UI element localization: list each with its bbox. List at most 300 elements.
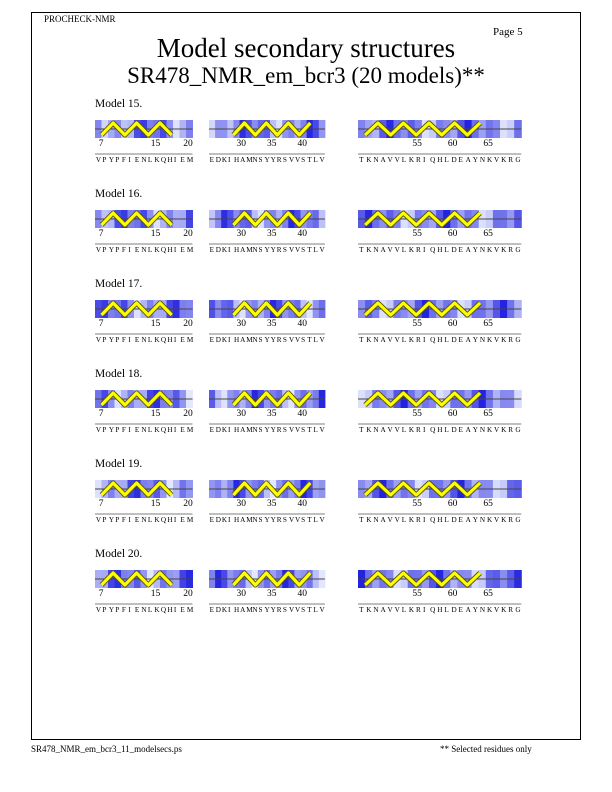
residue-letter: V [288,426,295,434]
residue-letter: A [240,516,246,524]
residue-letter: Y [108,516,115,524]
residue-letter: Y [270,516,276,524]
residue-letter: E [134,336,140,344]
residue-letter: Y [472,606,478,614]
residue-letter: L [313,336,318,344]
residue-letter: D [451,606,457,614]
residue-letter: R [276,246,282,254]
residue-letter: E [180,516,185,524]
residue-letter: Q [160,156,167,164]
residue-letter: G [515,606,521,614]
residue-letter: N [479,246,486,254]
residue-letter: H [234,156,240,164]
residue-letter: Q [160,426,167,434]
residue-letter: N [479,606,486,614]
residue-letter: A [465,606,471,614]
residue-letter: H [437,156,443,164]
residue-number-tick: 55 [412,499,422,509]
residue-letter: Q [430,516,436,524]
residue-letter: H [437,606,443,614]
residue-letter: S [282,156,287,164]
residue-letter: H [437,246,443,254]
residue-letter: N [373,516,379,524]
residue-letter: H [234,246,240,254]
residue-letter: V [319,336,325,344]
residue-letter: V [295,156,301,164]
page-subtitle: SR478_NMR_em_bcr3 (20 models)** [127,63,485,88]
residue-letter: Y [264,156,270,164]
model-label: Model 16. [95,188,143,200]
residue-number-tick: 7 [98,499,104,509]
residue-letter: K [486,336,493,344]
program-name: PROCHECK-NMR [44,14,116,24]
residue-letter: Y [264,336,270,344]
residue-letter: T [307,606,312,614]
residue-letter: I [128,516,131,524]
residue-letter: K [154,156,160,164]
residue-number-tick: 35 [267,229,277,239]
residue-letter: P [115,246,120,254]
residue-number-tick: 40 [297,319,308,329]
residue-letter: K [366,516,372,524]
residue-letter: I [423,516,426,524]
residue-letter: M [186,516,194,524]
residue-letter: E [180,336,185,344]
residue-number-tick: 15 [150,139,161,149]
residue-letter: N [373,606,379,614]
residue-letter: M [246,336,253,344]
residue-letter: I [173,336,177,344]
residue-letter: K [501,336,507,344]
residue-letter: K [486,156,493,164]
residue-letter: P [102,246,107,254]
residue-letter: K [486,606,493,614]
residue-letter: Q [160,516,167,524]
residue-letter: V [288,516,295,524]
residue-number-tick: 7 [98,589,104,599]
residue-number-tick: 60 [447,499,458,509]
residue-letter: S [301,516,306,524]
residue-letter: R [508,336,514,344]
residue-letter: V [494,516,500,524]
residue-letter: I [173,516,177,524]
residue-letter: Y [472,156,478,164]
residue-letter: P [102,156,107,164]
residue-letter: L [401,336,407,344]
residue-letter: K [221,246,228,254]
model-label: Model 20. [95,548,143,560]
residue-letter: D [451,246,457,254]
residue-number-tick: 60 [447,319,458,329]
residue-letter: V [295,516,301,524]
residue-letter: K [221,516,228,524]
residue-letter: V [494,336,500,344]
residue-letter: I [128,246,131,254]
residue-letter: I [173,156,177,164]
residue-letter: H [167,516,173,524]
residue-letter: M [186,246,194,254]
residue-letter: V [95,426,102,434]
residue-letter: F [121,426,126,434]
residue-letter: G [515,426,521,434]
residue-letter: E [134,156,140,164]
residue-letter: N [141,426,147,434]
residue-letter: V [95,156,102,164]
residue-letter: T [359,426,364,434]
residue-letter: K [408,156,415,164]
residue-letter: Y [264,246,270,254]
residue-letter: F [121,156,126,164]
residue-letter: V [387,426,393,434]
residue-letter: L [147,516,153,524]
residue-letter: E [180,246,185,254]
residue-letter: R [276,606,282,614]
residue-letter: S [282,246,287,254]
residue-letter: R [415,606,421,614]
model-label: Model 19. [95,458,143,470]
residue-letter: Y [108,336,115,344]
residue-letter: N [373,336,379,344]
residue-letter: L [147,426,153,434]
residue-letter: P [115,156,120,164]
residue-letter: E [180,426,185,434]
residue-number-tick: 40 [297,139,308,149]
residue-number-tick: 65 [483,409,493,419]
residue-letter: D [215,246,221,254]
residue-letter: R [508,516,514,524]
residue-letter: R [508,426,514,434]
residue-letter: M [186,156,194,164]
residue-letter: T [307,336,312,344]
residue-letter: M [246,426,253,434]
model-label: Model 15. [95,98,143,110]
residue-letter: L [401,156,407,164]
residue-letter: N [479,156,486,164]
residue-letter: A [240,426,246,434]
residue-letter: I [227,606,231,614]
residue-letter: P [102,336,107,344]
residue-letter: Y [264,426,270,434]
residue-letter: Y [264,606,270,614]
residue-letter: E [134,606,140,614]
residue-letter: Q [430,246,436,254]
residue-letter: H [167,426,173,434]
residue-number-tick: 40 [297,589,308,599]
residue-letter: N [141,606,147,614]
residue-letter: H [234,516,240,524]
residue-letter: R [415,156,421,164]
residue-letter: A [380,246,386,254]
residue-letter: E [209,606,215,614]
residue-letter: K [221,426,228,434]
residue-letter: I [227,426,231,434]
residue-letter: E [134,246,140,254]
model-label: Model 17. [95,278,143,290]
residue-letter: V [394,606,400,614]
residue-letter: Y [270,246,276,254]
residue-letter: Y [270,426,276,434]
residue-letter: K [366,246,372,254]
residue-letter: L [444,516,449,524]
residue-letter: N [141,516,147,524]
residue-letter: I [173,606,177,614]
residue-letter: H [234,336,240,344]
residue-letter: H [234,426,240,434]
residue-letter: M [186,606,194,614]
residue-letter: M [246,606,253,614]
residue-letter: T [307,516,312,524]
residue-letter: A [380,516,386,524]
residue-letter: V [319,156,325,164]
residue-letter: V [394,336,400,344]
residue-number-tick: 35 [267,589,277,599]
residue-letter: E [180,606,185,614]
residue-letter: K [408,246,415,254]
residue-letter: K [486,426,493,434]
residue-letter: G [515,516,521,524]
residue-letter: E [458,606,463,614]
residue-letter: T [359,156,364,164]
residue-letter: I [128,336,131,344]
residue-number-tick: 65 [483,589,493,599]
residue-letter: P [102,426,107,434]
residue-letter: Y [108,426,115,434]
residue-number-tick: 55 [412,139,422,149]
residue-letter: V [319,246,325,254]
residue-letter: V [387,606,393,614]
residue-letter: E [209,336,215,344]
residue-letter: S [301,426,306,434]
residue-letter: E [134,426,140,434]
residue-number-tick: 15 [150,319,161,329]
residue-number-tick: 40 [297,409,308,419]
residue-letter: M [186,336,194,344]
residue-letter: V [319,426,325,434]
residue-letter: V [394,516,400,524]
residue-number-tick: 35 [267,319,277,329]
residue-letter: L [401,246,407,254]
residue-letter: P [102,606,107,614]
footer-note: ** Selected residues only [440,744,532,754]
residue-letter: K [154,246,160,254]
residue-number-tick: 55 [412,319,422,329]
residue-letter: Q [160,606,167,614]
residue-number-tick: 30 [236,229,247,239]
residue-letter: I [128,156,131,164]
residue-number-tick: 60 [447,229,458,239]
residue-number-tick: 35 [267,139,277,149]
residue-letter: I [227,336,231,344]
page-number: Page 5 [493,26,523,38]
residue-letter: N [479,516,486,524]
residue-letter: L [147,336,153,344]
residue-letter: R [276,516,282,524]
residue-number-tick: 20 [183,229,193,239]
residue-letter: P [102,516,107,524]
residue-letter: E [209,516,215,524]
residue-letter: I [227,156,231,164]
residue-letter: R [415,516,421,524]
residue-letter: V [288,156,295,164]
residue-letter: T [307,156,312,164]
residue-letter: N [373,246,379,254]
residue-number-tick: 15 [150,409,161,419]
residue-letter: P [115,606,120,614]
residue-letter: V [288,336,295,344]
residue-letter: L [313,246,318,254]
residue-letter: L [147,246,153,254]
residue-letter: K [366,156,372,164]
residue-letter: K [221,336,228,344]
residue-letter: I [423,156,426,164]
residue-letter: Y [108,156,115,164]
model-label: Model 18. [95,368,143,380]
residue-letter: K [408,606,415,614]
residue-letter: F [121,516,126,524]
residue-letter: V [95,336,102,344]
residue-letter: K [366,426,372,434]
residue-letter: E [458,156,463,164]
residue-number-tick: 7 [98,229,104,239]
residue-letter: Y [270,606,276,614]
residue-letter: M [246,156,253,164]
residue-letter: I [128,426,131,434]
residue-letter: V [95,516,102,524]
residue-letter: L [313,426,318,434]
residue-letter: S [258,606,263,614]
residue-letter: T [359,516,364,524]
residue-letter: V [387,246,393,254]
residue-letter: T [359,246,364,254]
residue-letter: K [366,336,372,344]
residue-letter: N [479,426,486,434]
residue-letter: S [282,516,287,524]
residue-letter: D [215,336,221,344]
residue-letter: Q [430,336,436,344]
residue-letter: Y [472,336,478,344]
residue-letter: K [486,516,493,524]
residue-letter: Q [160,336,167,344]
residue-number-tick: 20 [183,319,193,329]
residue-letter: D [215,606,221,614]
residue-letter: R [276,336,282,344]
residue-letter: K [154,516,160,524]
residue-letter: T [307,246,312,254]
residue-letter: D [451,156,457,164]
residue-letter: I [423,246,426,254]
residue-letter: G [515,246,521,254]
residue-letter: N [252,426,258,434]
residue-letter: L [147,156,153,164]
residue-letter: V [319,606,325,614]
residue-letter: G [515,336,521,344]
residue-letter: M [186,426,194,434]
residue-letter: S [282,606,287,614]
residue-number-tick: 30 [236,589,247,599]
residue-letter: E [209,426,215,434]
residue-letter: Y [472,246,478,254]
residue-number-tick: 65 [483,499,493,509]
residue-letter: Q [430,426,436,434]
residue-letter: V [288,246,295,254]
residue-letter: H [167,606,173,614]
footer-filename: SR478_NMR_em_bcr3_11_modelsecs.ps [31,744,182,754]
residue-letter: V [387,156,393,164]
residue-letter: R [508,606,514,614]
residue-letter: A [380,156,386,164]
residue-letter: S [282,336,287,344]
residue-letter: H [437,426,443,434]
residue-number-tick: 40 [297,229,308,239]
residue-letter: K [221,606,228,614]
residue-letter: L [401,516,407,524]
residue-letter: V [387,516,393,524]
residue-letter: R [276,156,282,164]
residue-letter: V [295,336,301,344]
residue-letter: H [437,336,443,344]
residue-letter: I [423,606,426,614]
residue-letter: V [319,516,325,524]
residue-letter: R [508,156,514,164]
residue-letter: P [115,426,120,434]
residue-letter: V [295,426,301,434]
residue-number-tick: 7 [98,409,104,419]
residue-letter: H [437,516,443,524]
residue-letter: E [458,426,463,434]
residue-letter: N [373,156,379,164]
residue-number-tick: 60 [447,139,458,149]
page-title: Model secondary structures [156,33,456,63]
residue-letter: L [444,336,449,344]
residue-letter: K [221,156,228,164]
residue-letter: E [134,516,140,524]
residue-letter: Y [472,426,478,434]
residue-number-tick: 55 [412,589,422,599]
residue-letter: G [515,156,521,164]
residue-letter: N [252,606,258,614]
residue-letter: D [451,516,457,524]
residue-letter: R [276,426,282,434]
residue-letter: Q [430,606,436,614]
residue-letter: E [458,246,463,254]
residue-number-tick: 55 [412,409,422,419]
residue-letter: K [501,606,507,614]
residue-number-tick: 60 [447,409,458,419]
residue-number-tick: 30 [236,319,247,329]
residue-letter: V [95,246,102,254]
residue-letter: A [380,606,386,614]
residue-number-tick: 20 [183,589,193,599]
residue-letter: V [494,606,500,614]
residue-number-tick: 35 [267,499,277,509]
residue-letter: T [359,606,364,614]
residue-letter: K [154,606,160,614]
residue-letter: S [282,426,287,434]
residue-letter: V [295,246,301,254]
residue-letter: D [215,426,221,434]
residue-number-tick: 20 [183,139,193,149]
residue-number-tick: 20 [183,409,193,419]
residue-letter: D [451,426,457,434]
residue-letter: N [141,156,147,164]
residue-letter: H [234,606,240,614]
residue-letter: T [307,426,312,434]
residue-letter: N [479,336,486,344]
residue-number-tick: 55 [412,229,422,239]
residue-letter: L [401,606,407,614]
residue-letter: S [301,606,306,614]
residue-letter: L [444,156,449,164]
